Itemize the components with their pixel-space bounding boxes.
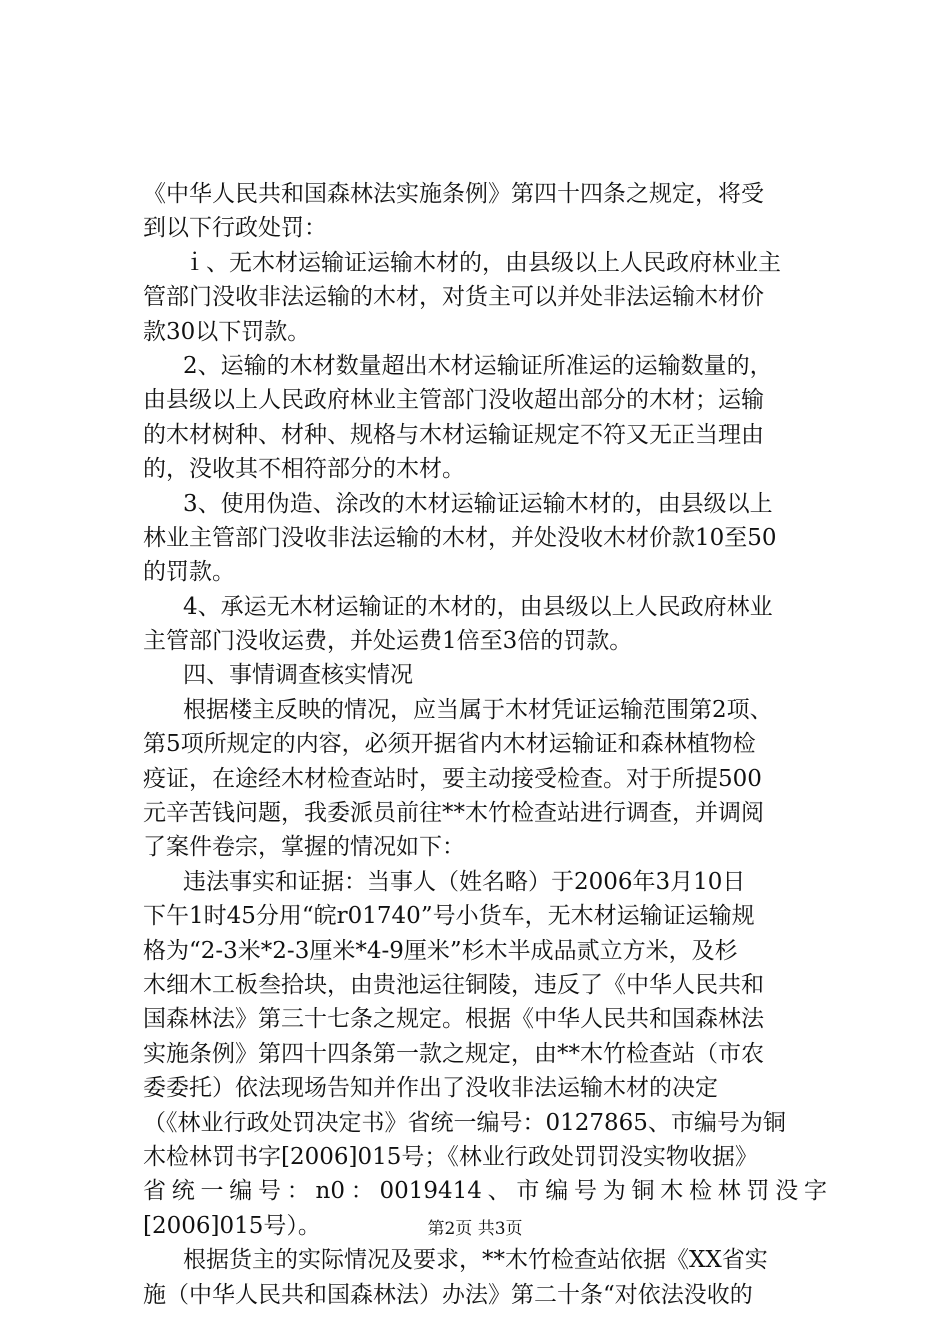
text-line: 管部门没收非法运输的木材，对货主可以并处非法运输木材价 (143, 284, 764, 311)
text-line: 木检林罚书字[2006]015号；《林业行政处罚罚没实物收据》 (143, 1143, 758, 1170)
text-line: 疫证，在途经木材检查站时，要主动接受检查。对于所提500 (143, 765, 762, 792)
text-line: 下午1时45分用“皖r01740”号小货车，无木材运输证运输规 (143, 903, 755, 930)
text-line: 实施条例》第四十四条第一款之规定，由**木竹检查站（市农 (143, 1040, 764, 1067)
text-line: （《林业行政处罚决定书》省统一编号：0127865、市编号为铜 (143, 1109, 786, 1136)
text-line: 款30以下罚款。 (143, 318, 311, 345)
text-line: 元辛苦钱问题，我委派员前往**木竹检查站进行调查，并调阅 (143, 800, 764, 827)
text-line: 到以下行政处罚： (143, 215, 327, 242)
text-line: 根据货主的实际情况及要求，**木竹检查站依据《XX省实 (183, 1247, 768, 1274)
text-line: 主管部门没收运费，并处运费1倍至3倍的罚款。 (143, 628, 633, 655)
text-line: 林业主管部门没收非法运输的木材，并处没收木材价款10至50 (143, 524, 777, 551)
section-heading: 四、事情调查核实情况 (183, 662, 413, 689)
text-line: 的木材树种、材种、规格与木材运输证规定不符又无正当理由 (143, 421, 764, 448)
text-line: 格为“2-3米*2-3厘米*4-9厘米”杉木半成品贰立方米，及杉 (143, 937, 738, 964)
text-line: 的，没收其不相符部分的木材。 (143, 456, 465, 483)
text-line: 根据楼主反映的情况，应当属于木材凭证运输范围第2项、 (183, 696, 773, 723)
text-line: 《中华人民共和国森林法实施条例》第四十四条之规定，将受 (143, 181, 764, 207)
text-line: 第5项所规定的内容，必须开据省内木材运输证和森林植物检 (143, 731, 756, 758)
text-line: 了案件卷宗，掌握的情况如下： (143, 834, 465, 861)
page-number-footer: 第2页 共3页 (427, 1219, 523, 1239)
text-line: 违法事实和证据：当事人（姓名略）于2006年3月10日 (183, 868, 746, 895)
text-line: 2、运输的木材数量超出木材运输证所准运的运输数量的， (183, 352, 773, 379)
text-line: 施（中华人民共和国森林法）办法》第二十条“对依法没收的 (143, 1281, 753, 1308)
text-line: 委委托）依法现场告知并作出了没收非法运输木材的决定 (143, 1075, 718, 1102)
text-line: 由县级以上人民政府林业主管部门没收超出部分的木材；运输 (143, 387, 764, 414)
text-line: 木细木工板叁拾块，由贵池运往铜陵，违反了《中华人民共和 (143, 971, 764, 998)
text-line: [2006]015号）。 (143, 1212, 321, 1239)
text-line: 省统一编号：n0：0019414、市编号为铜木检林罚没字 (143, 1178, 827, 1205)
text-line: 的罚款。 (143, 559, 235, 586)
text-line: ｉ、无木材运输证运输木材的，由县级以上人民政府林业主 (183, 249, 781, 276)
text-line: 3、使用伪造、涂改的木材运输证运输木材的，由县级以上 (183, 490, 773, 517)
text-line: 国森林法》第三十七条之规定。根据《中华人民共和国森林法 (143, 1006, 764, 1033)
document-body (143, 177, 827, 1312)
text-line: 4、承运无木材运输证的木材的，由县级以上人民政府林业 (183, 593, 773, 620)
